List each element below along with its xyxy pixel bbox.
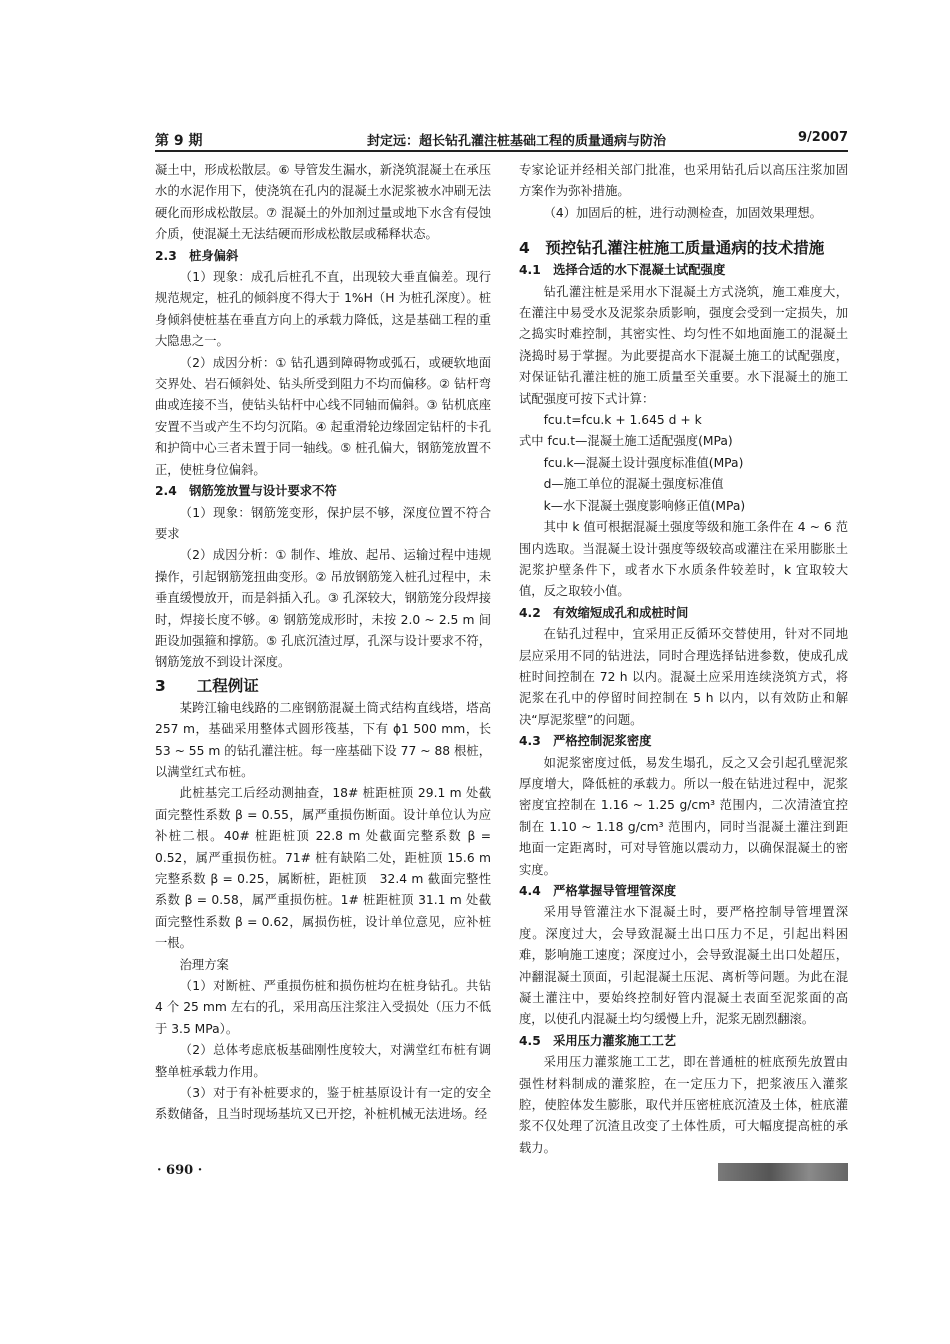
paragraph: 在钻孔过程中，宜采用正反循环交替使用，针对不同地层应采用不同的钻进法，同时合理选择钻进参数，使成孔成桩时间控制在 72 h 以内。混凝土应采用连续浇筑方式，将泥浆在孔中的停留时间控制在 5 h 以内，以有效防止和解决“厚泥浆壁”的问题。	[519, 627, 848, 727]
paragraph: （2）成因分析：① 钻孔遇到障碍物或弧石，或硬软地面交界处、岩石倾斜处、钻头所受到阻力不均而偏移。② 钻杆弯曲或连接不当，使钻头钻杆中心线不同轴而偏斜。③ 钻机底座安置不当或产生不均匀沉陷。④ 起重滑轮边缘固定钻杆的卡孔和护筒中心三者未置于同一轴线。⑤ 桩孔偏大，钢筋笼放置不正，使桩身位偏斜。	[155, 355, 491, 477]
paragraph: （3）对于有补桩要求的，鉴于桩基原设计有一定的安全系数储备，且当时现场基坑又已开挖，补桩机械无法进场。经	[155, 1086, 491, 1122]
subsection-heading-4-2: 4.2 有效缩短成孔和成桩时间	[519, 605, 689, 620]
paragraph: 凝土中，形成松散层。⑥ 导管发生漏水，新浇筑混凝土在承压水的水泥作用下，使浇筑在孔内的混凝土水泥浆被水冲刷无法硬化而形成松散层。⑦ 混凝土的外加剂过量或地下水含有侵蚀介质，使混凝土无法结硬而形成松散层或稀释状态。	[155, 163, 491, 242]
paragraph: （1）现象：钢筋笼变形，保护层不够，深度位置不符合要求	[155, 505, 491, 541]
scan-stamp	[718, 1163, 848, 1181]
formula-definition: 式中 fcu.t—混凝土施工适配强度(MPa)	[519, 434, 733, 449]
running-title: 封定远：超长钻孔灌注桩基础工程的质量通病与防治	[367, 134, 667, 149]
paragraph: （2）成因分析：① 制作、堆放、起吊、运输过程中违规操作，引起钢筋笼扭曲变形。② 吊放钢筋笼入桩孔过程中，未垂直缓慢放开，而是斜插入孔。③ 孔深较大，钢筋笼分段焊接时，焊接长度不够。④ 钢筋笼成形时，未按 2.0 ~ 2.5 m 间距设加强箍和撑筋。⑤ 孔底沉渣过厚，孔深与设计要求不符，钢筋笼放不到设计深度。	[155, 548, 491, 670]
formula: fcu.t=fcu.k + 1.645 d + k	[543, 413, 702, 428]
paragraph: （2）总体考虑底板基础刚性度较大，对满堂红布桩有调整单桩承载力作用。	[155, 1043, 491, 1079]
subsection-heading-4-4: 4.4 严格掌握导管埋管深度	[519, 884, 677, 898]
paragraph: 如泥浆密度过低，易发生塌孔，反之又会引起孔壁泥浆厚度增大，降低桩的承载力。所以一般在钻进过程中，泥浆密度宜控制在 1.16 ~ 1.25 g/cm³ 范围内，二次清渣宜控制在 1.10 ~ 1.18 g/cm³ 范围内，同时当混凝土灌注到距地面一定距离时，可对导管施以震动力，以确保混凝土的密实度。	[519, 755, 848, 877]
paragraph: （1）现象：成孔后桩孔不直，出现较大垂直偏差。现行规范规定，桩孔的倾斜度不得大于 1%H（H 为桩孔深度）。桩身倾斜使桩基在垂直方向上的承载力降低，这是基础工程的重大隐患之一。	[155, 270, 491, 349]
formula-definition: fcu.k—混凝土设计强度标准值(MPa)	[543, 455, 744, 470]
paragraph: 采用导管灌注水下混凝土时，要严格控制导管埋置深度。深度过大，会导致混凝土出口压力不足，引起出料困难，影响施工速度；深度过小，会导致混凝土出口处超压，冲翻混凝土顶面，引起混凝土压泥、离析等问题。为此在混凝土灌注中，要始终控制好管内混凝土表面至泥浆面的高度，以使孔内混凝土均匀缓慢上升，泥浆无剧烈翻滚。	[519, 905, 848, 1027]
page-number: · 690 ·	[157, 1163, 203, 1178]
subsection-heading-4-1: 4.1 选择合适的水下混凝土试配强度	[519, 263, 726, 278]
right-column	[519, 160, 848, 1159]
formula-definition: k—水下混凝土强度影响修正值(MPa)	[543, 498, 746, 513]
paragraph: 专家论证并经相关部门批准，也采用钻孔后以高压注浆加固方案作为弥补措施。	[519, 163, 848, 199]
paragraph: （1）对断桩、严重损伤桩和损伤桩均在桩身钻孔。共钻 4 个 25 mm 左右的孔，采用高压注浆注入受损处（压力不低于 3.5 MPa）。	[155, 979, 491, 1036]
paragraph: 某跨江输电线路的二座钢筋混凝土筒式结构直线塔，塔高 257 m，基础采用整体式圆形筏基，下有 ϕ1 500 mm，长 53 ~ 55 m 的钻孔灌注桩。每一座基础下设 77 ~ 88 根桩，以满堂红式布桩。	[155, 700, 491, 779]
issue-date: 9/2007	[798, 130, 848, 145]
paragraph: 此桩基完工后经动测抽查，18# 桩距桩顶 29.1 m 处截面完整性系数 β = 0.55，属严重损伤断面。设计单位认为应补桩二根。40# 桩距桩顶 22.8 m 处截面完整系数 β = 0.52，属严重损伤桩。71# 桩有缺陷二处，距桩顶 15.6 m 完整系数 β = 0.25，属断桩，距桩顶 32.4 m 截面完整性系数 β = 0.58，属严重损伤桩。1# 桩距桩顶 31.1 m 处截面完整性系数 β = 0.62，属损伤桩，设计单位意见，应补桩一根。	[155, 786, 491, 951]
formula-definition: d—施工单位的混凝土强度标准值	[543, 477, 724, 492]
paragraph: （4）加固后的桩，进行动测检查，加固效果理想。	[543, 205, 822, 220]
section-heading-4: 4 预控钻孔灌注桩施工质量通病的技术措施	[519, 239, 825, 258]
paragraph-label: 治理方案	[179, 957, 229, 972]
paragraph: 其中 k 值可根据混凝土强度等级和施工条件在 4 ~ 6 范围内选取。当混凝土设计强度等级较高或灌注在采用膨胀土泥浆护壁条件下，或者水下水质条件较差时，k 宜取较大值，反之取较小值。	[519, 520, 848, 599]
subsection-heading-4-5: 4.5 采用压力灌浆施工工艺	[519, 1033, 677, 1048]
section-heading-3: 3 工程例证	[155, 676, 259, 695]
subsection-heading-2-4: 2.4 钢筋笼放置与设计要求不符	[155, 484, 337, 499]
left-column	[155, 160, 491, 1126]
subsection-heading-4-3: 4.3 严格控制泥浆密度	[519, 734, 652, 749]
paragraph: 钻孔灌注桩是采用水下混凝土方式浇筑，施工难度大，在灌注中易受水及泥浆杂质影响，强度会受到一定损失，加之捣实时难控制，其密实性、均匀性不如地面施工的混凝土浇捣时易于掌握。为此要提高水下混凝土施工的试配强度，对保证钻孔灌注桩的施工质量至关重要。水下混凝土的施工试配强度可按下式计算：	[519, 284, 848, 406]
issue-number: 第 9 期	[155, 133, 203, 149]
paragraph: 采用压力灌浆施工工艺，即在普通桩的桩底预先放置由强性材料制成的灌浆腔，在一定压力下，把浆液压入灌浆腔，使腔体发生膨胀，取代并压密桩底沉渣及土体，桩底灌浆不仅处理了沉渣且改变了土体性质，可大幅度提高桩的承载力。	[519, 1055, 848, 1155]
subsection-heading-2-3: 2.3 桩身偏斜	[155, 248, 239, 263]
running-header	[155, 128, 848, 152]
